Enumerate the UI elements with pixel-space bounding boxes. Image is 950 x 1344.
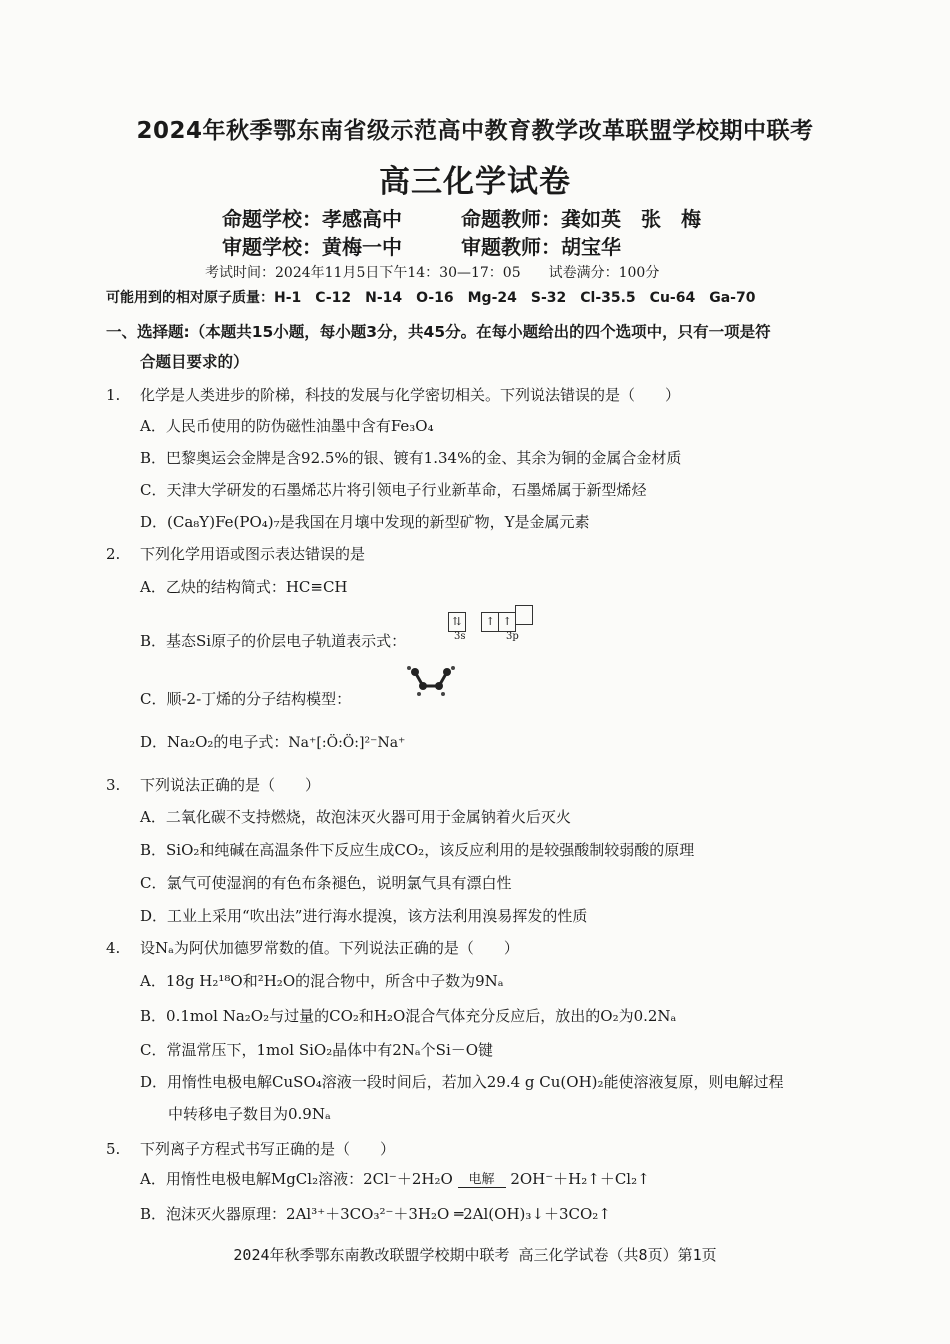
- q3-option-b: B．SiO₂和纯碱在高温条件下反应生成CO₂，该反应利用的是较强酸制较弱酸的原理: [140, 841, 695, 859]
- butene-model-icon: [405, 662, 461, 698]
- q5-option-a-products: 2OH⁻＋H₂↑＋Cl₂↑: [510, 1170, 650, 1188]
- q2-option-b: B．基态Si原子的价层电子轨道表示式：: [140, 632, 407, 650]
- review-teacher: 审题教师：胡宝华: [460, 235, 621, 259]
- question-3: [106, 774, 320, 795]
- question-number: 2.: [106, 545, 121, 563]
- setter-school: 命题学校：孝感高中: [222, 207, 402, 231]
- q3-option-a: A．二氧化碳不支持燃烧，故泡沫灭火器可用于金属钠着火后灭火: [140, 808, 571, 826]
- q2-option-d-label: D．Na₂O₂的电子式：: [140, 733, 289, 751]
- label-3s: 3s: [454, 631, 466, 642]
- setter-row-2: [222, 231, 621, 260]
- orbital-3p-1: ↑: [481, 612, 499, 632]
- q4-option-b: B．0.1mol Na₂O₂与过量的CO₂和H₂O混合气体充分反应后，放出的O₂为0.2Nₐ: [140, 1007, 677, 1025]
- q1-option-d: D．(Ca₈Y)Fe(PO₄)₇是我国在月壤中发现的新型矿物，Y是金属元素: [140, 513, 590, 531]
- q2-option-d: [140, 731, 405, 752]
- label-3p: 3p: [506, 631, 519, 642]
- exam-info: 考试时间：2024年11月5日下午14：30—17：05 试卷满分：100分: [205, 265, 660, 281]
- question-2: [106, 543, 365, 564]
- q5-option-b: B．泡沫灭火器原理：2Al³⁺＋3CO₃²⁻＋3H₂O ═2Al(OH)₃↓＋3CO₂↑: [140, 1205, 611, 1223]
- q1-option-a: A．人民币使用的防伪磁性油墨中含有Fe₃O₄: [140, 417, 434, 435]
- exam-title: 2024年秋季鄂东南省级示范高中教育教学改革联盟学校期中联考: [136, 118, 814, 144]
- question-4: [106, 937, 519, 958]
- q3-option-c: C．氯气可使湿润的有色布条褪色，说明氯气具有漂白性: [140, 874, 512, 892]
- atomic-masses: 可能用到的相对原子质量：H-1 C-12 N-14 O-16 Mg-24 S-32 Cl-35.5 Cu-64 Ga-70: [106, 290, 756, 306]
- q4-option-d-cont: 中转移电子数目为0.9Nₐ: [168, 1105, 331, 1123]
- q4-option-d: D．用惰性电极电解CuSO₄溶液一段时间后，若加入29.4 g Cu(OH)₂能使溶液复原，则电解过程: [140, 1073, 784, 1091]
- setter-teachers: 命题教师：龚如英 张 梅: [460, 207, 701, 231]
- q3-option-d: D．工业上采用“吹出法”进行海水提溴，该方法利用溴易挥发的性质: [140, 907, 588, 925]
- subject-title: 高三化学试卷: [379, 164, 571, 200]
- q4-option-a: A．18g H₂¹⁸O和²H₂O的混合物中，所含中子数为9Nₐ: [140, 972, 504, 990]
- electron-formula: Na⁺[:Ö:Ö:]²⁻Na⁺: [288, 735, 406, 751]
- q5-option-a: [140, 1168, 650, 1189]
- question-1: [106, 384, 680, 405]
- orbital-3s: ⇅: [448, 612, 466, 632]
- setter-row-1: [222, 203, 701, 232]
- section-heading-cont: 合题目要求的）: [140, 353, 249, 371]
- question-number: 3.: [106, 776, 121, 794]
- q2-option-c: C．顺-2-丁烯的分子结构模型：: [140, 690, 352, 708]
- question-stem: 化学是人类进步的阶梯，科技的发展与化学密切相关。下列说法错误的是（ ）: [140, 386, 681, 404]
- equation-bar: [458, 1187, 506, 1188]
- orbital-diagram: [448, 605, 532, 642]
- orbital-3p-2: ↑: [498, 612, 516, 632]
- question-number: 5.: [106, 1140, 121, 1158]
- question-number: 4.: [106, 939, 121, 957]
- q1-option-c: C．天津大学研发的石墨烯芯片将引领电子行业新革命，石墨烯属于新型烯烃: [140, 481, 647, 499]
- page-footer: 2024年秋季鄂东南教改联盟学校期中联考 高三化学试卷（共8页）第1页: [233, 1246, 717, 1264]
- q1-option-b: B．巴黎奥运会金牌是含92.5%的银、镀有1.34%的金、其余为铜的金属合金材质: [140, 449, 682, 467]
- question-stem: 下列说法正确的是（ ）: [140, 776, 321, 794]
- section-heading: 一、选择题:（本题共15小题，每小题3分，共45分。在每小题给出的四个选项中，只有一项是符: [106, 323, 771, 341]
- question-stem: 设Nₐ为阿伏加德罗常数的值。下列说法正确的是（ ）: [140, 939, 519, 957]
- q2-option-a: A．乙炔的结构简式：HC≡CH: [140, 578, 348, 596]
- question-5: [106, 1138, 395, 1159]
- review-school: 审题学校：黄梅一中: [222, 235, 402, 259]
- electrolysis-arrow: [458, 1173, 506, 1188]
- condition-label: 电解: [468, 1171, 495, 1187]
- q4-option-c: C．常温常压下，1mol SiO₂晶体中有2Nₐ个Si－O键: [140, 1041, 494, 1059]
- question-stem: 下列化学用语或图示表达错误的是: [140, 545, 366, 563]
- orbital-3p-3: [515, 605, 533, 625]
- question-stem: 下列离子方程式书写正确的是（ ）: [140, 1140, 396, 1158]
- question-number: 1.: [106, 386, 121, 404]
- q5-option-a-reactants: A．用惰性电极电解MgCl₂溶液：2Cl⁻＋2H₂O: [140, 1170, 453, 1188]
